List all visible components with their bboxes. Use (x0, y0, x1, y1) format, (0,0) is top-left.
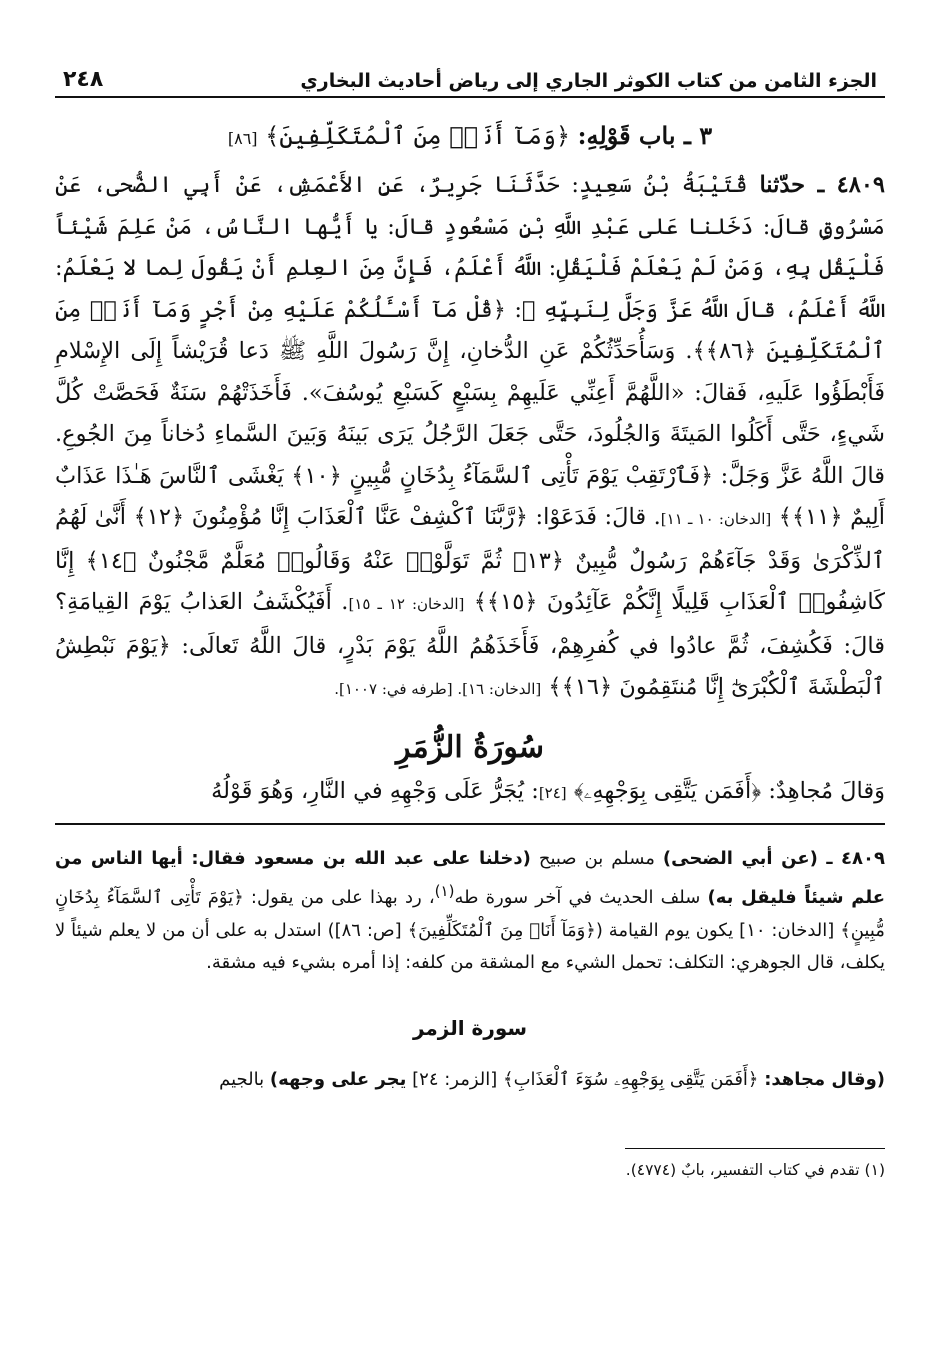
hadith-ref-1: [الدخان: ١٠ ـ ١١] (660, 510, 772, 528)
commentary-text-3: ، رد بهذا على من يقول: (250, 887, 435, 908)
commentary-text-1: مسلم بن صبيح (538, 847, 655, 869)
footnote-text: تقدم في كتاب التفسير، بابٌ (٤٧٧٤). (625, 1160, 860, 1179)
hadith-text-1: قُتَيْبَةُ بْنُ سَعِيدٍ: حَدَّثَنَا جَرِيرٌ، عَنِ الأَعْمَشِ، عَنْ أَبِي الضُّحى، عَنْ مَسْرُوقٍ قالَ: دَخَلنا عَلى عَبْدِ اللَّهِ بْنِ مَسْعُودٍ قالَ: يا أَيُّها النَّاسُ، مَنْ عَلِمَ شَيْئاً فَلْيَقُل بِهِ، وَمَنْ لَمْ يَعْلَمْ فَلْيَقُلِ: اللَّهُ أَعْلَمُ، فَإِنَّ مِنَ العِلمِ أَنْ يَقُولَ لِما لا يَعْلَمُ: اللَّهُ أَعْلَمُ، قالَ اللَّهُ عَزَّ وَجَلَّ لِنَبِيِّهِ ﷺ: (55, 172, 886, 323)
surah-title: سُورَةُ الزُّمَرِ (396, 729, 544, 765)
hadith-ref-2: [الدخان: ١٢ ـ ١٥] (348, 595, 465, 613)
commentary-text-4: يكون يوم القيامة (608, 919, 734, 941)
chapter-quran-quote: ﴿وَمَآ أَنَا۠ مِنَ ٱلْمُتَكَلِّفِينَ﴾ (265, 122, 571, 150)
book-page (55, 48, 885, 1183)
page-number: ٢٤٨ (63, 67, 104, 92)
mujahid-text-2: : يُجَرُّ عَلَى وَجْهِهِ في النَّارِ، وَهُوَ قَوْلُهُ (211, 777, 539, 804)
commentary-ref-2: [ص: ٨٦]) (327, 919, 402, 941)
commentary-divider (55, 823, 885, 825)
mujahid-ref: [٢٤] (538, 783, 567, 802)
commentary-mujahid-bold-1: (وقال مجاهد: (764, 1068, 885, 1090)
commentary-text-5: استدل به على أن من لا يعلم شيئاً لا يكلف، قال الجوهري: التكلف: تحمل الشيء مع المشقة من كلفه: إذا أمره بشيء فيه مشقة. (55, 919, 885, 973)
chapter-verse-ref: [٨٦] (227, 129, 258, 148)
commentary-number: ٤٨٠٩ ـ (عن أبي الضحى) (662, 847, 885, 869)
hadith-quran-4: ﴿يَوْمَ نَبْطِشُ ٱلْبَطْشَةَ ٱلْكُبْرَىٰٓ إِنَّا مُنتَقِمُونَ ﴿١٦﴾﴾ (55, 632, 885, 700)
commentary-text-2: سلف الحديث في آخر سورة طه (454, 887, 701, 908)
chapter-number: ٣ ـ باب قَوْلِهِ: (577, 121, 713, 150)
chapter-heading (55, 118, 885, 157)
mujahid-quran: ﴿أَفَمَن يَتَّقِى بِوَجْهِهِۦ﴾ (573, 777, 762, 804)
mujahid-line (55, 771, 885, 813)
commentary-mujahid-line (55, 1064, 885, 1096)
hadith-ref-3: [الدخان: ١٦]. [طرفه في: ١٠٠٧]. (334, 680, 542, 698)
hadith-quran-1: ﴿قُلْ مَآ أَسْـَٔلُكُمْ عَلَيْهِ مِنْ أَجْرٍ وَمَآ أَنَا۠ مِنَ ٱلْمُتَكَلِّفِينَ ﴿٨٦﴾﴾ (55, 296, 885, 364)
hadith-body (55, 165, 885, 711)
commentary-ref-1: [الدخان: ١٠] (739, 919, 835, 941)
commentary-bold-1: (دخلنا على عبد الله بن مسعود فقال: أيها الناس من علم شيئاً فليقل به) (55, 847, 885, 908)
hadith-quran-2: ﴿فَٱرْتَقِبْ يَوْمَ تَأْتِى ٱلسَّمَآءُ بِدُخَانٍ مُّبِينٍ ﴿١٠﴾ يَغْشَى ٱلنَّاسَ هَـٰذَا عَذَابٌ أَلِيمٌ ﴿١١﴾﴾ (55, 462, 885, 530)
hadith-text-2: . وَسَأُحَدِّثُكُمْ عَنِ الدُّخانِ، إِنَّ رَسُولَ اللَّهِ ﷺ دَعا قُرَيْشاً إِلَى الإِسْلامِ فَأَبْطَؤُوا عَلَيهِ، فَقالَ: «اللَّهُمَّ أَعِنِّي عَلَيهِمْ بِسَبْعٍ كَسَبْعِ يُوسُفَ». فَأَخَذَتْهُمْ سَنَةٌ فَحَصَّتْ كُلَّ شَيءٍ، حَتَّى أَكَلُوا المَيتَةَ وَالجُلُودَ، حَتَّى جَعَلَ الرَّجُلُ يَرَى بَينَهُ وَبَينَ السَّماءِ دُخاناً مِنَ الجُوعِ. قالَ اللَّهُ عَزَّ وَجَلَّ: (55, 338, 885, 489)
hadith-number: ٤٨٠٩ ـ حدّثنا (759, 172, 886, 198)
commentary-surah-title: سورة الزمر (412, 1015, 528, 1040)
footnote-marker: (١) (864, 1160, 885, 1179)
commentary-body (55, 843, 885, 980)
hadith-text-3: . قالَ: فَدَعَوْا: (535, 504, 661, 530)
commentary-mujahid-quran: ﴿أَفَمَن يَتَّقِى بِوَجْهِهِۦ سُوٓءَ ٱلْعَذَابِ﴾ (503, 1068, 759, 1090)
commentary-mujahid-bold-2: يجر على وجهه) (269, 1068, 407, 1090)
commentary-quran-2: (﴿وَمَآ أَنَا۠ مِنَ ٱلْمُتَكَلِّفِينَ﴾ (407, 919, 603, 941)
footnote-divider (625, 1148, 885, 1149)
hadith-text-4: . أَفَيُكْشَفُ العَذابُ يَوْمَ القِيامَةِ؟ قالَ: فَكُشِفَ، ثُمَّ عادُوا في كُفرِهِمْ، فَأَخَذَهُمُ اللَّهُ يَوْمَ بَدْرٍ، قالَ اللَّهُ تَعالَى: (55, 589, 885, 659)
hadith-quran-3: ﴿رَّبَّنَا ٱكْشِفْ عَنَّا ٱلْعَذَابَ إِنَّا مُؤْمِنُونَ ﴿١٢﴾ أَنَّىٰ لَهُمُ ٱلذِّكْرَىٰ وَقَدْ جَآءَهُمْ رَسُولٌ مُّبِينٌ ﴿١٣﴾ ثُمَّ تَوَلَّوْا۟ عَنْهُ وَقَالُوا۟ مُعَلَّمٌ مَّجْنُونٌ ﴿١٤﴾ إِنَّا كَاشِفُوا۟ ٱلْعَذَابِ قَلِيلًا إِنَّكُمْ عَآئِدُونَ ﴿١٥﴾﴾ (55, 504, 885, 615)
commentary-mujahid-text: بالجيم (219, 1068, 265, 1090)
commentary-mujahid-ref: [الزمر: ٢٤] (412, 1068, 498, 1090)
commentary-quran-1: ﴿يَوْمَ تَأْتِى ٱلسَّمَآءُ بِدُخَانٍ مُّبِينٍ﴾ (55, 887, 885, 941)
running-header (55, 48, 885, 98)
footnote (55, 1157, 885, 1183)
mujahid-text-1: وَقالَ مُجاهِدٌ: (768, 777, 885, 804)
footnote-marker-ref[interactable]: (١) (434, 882, 455, 900)
running-title: الجزء الثامن من كتاب الكوثر الجاري إلى رياض أحاديث البخاري (300, 70, 877, 92)
